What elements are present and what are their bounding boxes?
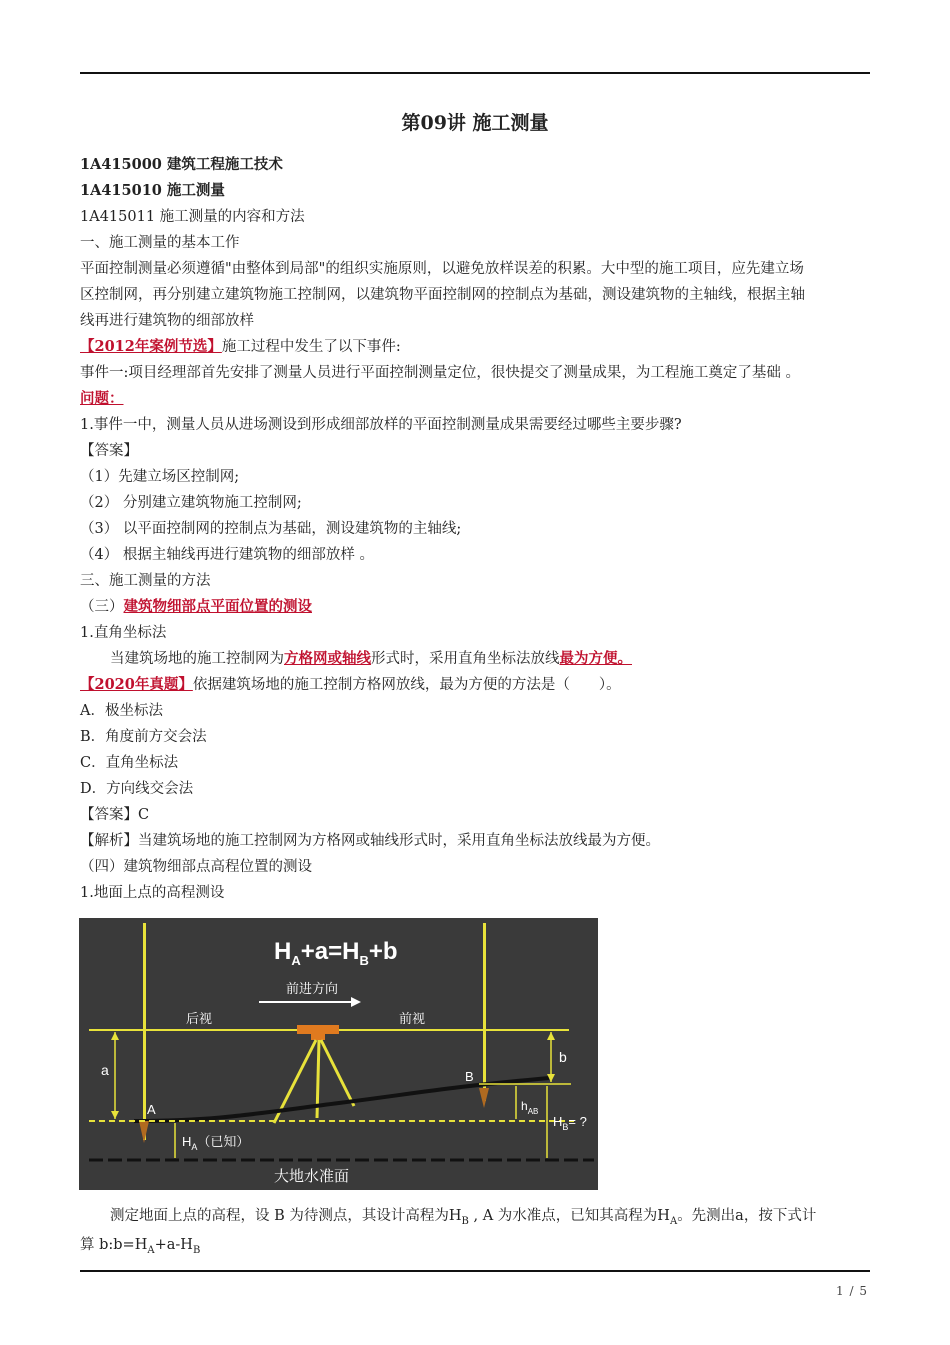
exam-tag: 【2020年真题】 — [80, 676, 193, 693]
method-title: 1.直角坐标法 — [80, 625, 167, 641]
highlight-segment: 最为方便。 — [559, 650, 632, 667]
question-line: 1.事件一中，测量人员从进场测设到形成细部放样的平面控制测量成果需要经过哪些主要步骤? — [80, 417, 682, 433]
subheading-ground-elevation: 1.地面上点的高程测设 — [80, 885, 225, 901]
point-b-label: B — [465, 1069, 474, 1084]
heading-plane-position — [80, 594, 312, 620]
label-hb: $H_B=$ ? — [553, 1114, 587, 1132]
text-segment: 当建筑场地的施工控制网为 — [110, 651, 284, 667]
point-a-label: A — [147, 1102, 156, 1117]
paragraph-line: 区控制网，再分别建立建筑物施工控制网，以建筑物平面控制网的控制点为基础，测设建筑物的主轴线，根据主轴 — [80, 287, 805, 303]
text-segment: 形式时，采用直角坐标法放线 — [371, 651, 560, 667]
label-ha: $H_A$（已知） — [182, 1134, 250, 1152]
label-a: a — [101, 1062, 109, 1078]
case-line — [80, 334, 401, 360]
datum-label: 大地水准面 — [274, 1168, 350, 1185]
elevation-formula-line: 算 $b:b=H_A+a-H_B$ — [80, 1237, 201, 1256]
formula: $H_A+a=H_B+b$ — [274, 938, 398, 968]
label-b: b — [559, 1049, 567, 1065]
topic-code: 1A415011 施工测量的内容和方法 — [80, 209, 305, 225]
option-b: B．角度前方交会法 — [80, 729, 207, 745]
level-instrument-icon — [297, 1025, 339, 1034]
answer-item: （3） 以平面控制网的控制点为基础，测设建筑物的主轴线; — [80, 521, 462, 537]
heading-elevation: （四）建筑物细部点高程位置的测设 — [80, 859, 312, 875]
staff-a — [143, 923, 146, 1140]
event-line: 事件一:项目经理部首先安排了测量人员进行平面控制测量定位，很快提交了测量成果，为工程施工奠定了基础 。 — [80, 365, 800, 381]
page-title: 第09讲 施工测量 — [401, 112, 549, 134]
backsight-label: 后视 — [186, 1011, 213, 1026]
leveling-diagram — [79, 918, 598, 1190]
option-c: C．直角坐标法 — [80, 755, 179, 771]
heading-basic-work: 一、施工测量的基本工作 — [80, 235, 240, 251]
option-d: D．方向线交会法 — [80, 781, 194, 797]
label-hab: $h_{AB}$ — [521, 1099, 539, 1116]
case-text: 施工过程中发生了以下事件: — [221, 339, 401, 355]
header-rule — [80, 72, 870, 74]
answer-tag: 【答案】 — [80, 443, 138, 459]
case-tag: 【2012年案例节选】 — [80, 338, 222, 355]
heading-highlight: 建筑物细部点平面位置的测设 — [123, 598, 312, 615]
heading-prefix: （三） — [80, 599, 124, 615]
direction-label: 前进方向 — [286, 981, 339, 996]
answer-item: （4） 根据主轴线再进行建筑物的细部放样 。 — [80, 547, 374, 563]
foresight-label: 前视 — [399, 1011, 426, 1026]
subsection-code: 1A415010 施工测量 — [80, 182, 225, 199]
section-code: 1A415000 建筑工程施工技术 — [80, 156, 283, 173]
answer-item: （1）先建立场区控制网; — [80, 469, 240, 485]
option-a: A．极坐标法 — [80, 703, 163, 719]
highlight-segment: 方格网或轴线 — [284, 650, 371, 667]
exam-question — [80, 672, 621, 698]
paragraph-line: 线再进行建筑物的细部放样 — [80, 313, 254, 329]
staff-b — [483, 923, 486, 1101]
exam-text: 依据建筑场地的施工控制方格网放线，最为方便的方法是（ ）。 — [192, 677, 621, 693]
footer-rule — [80, 1270, 870, 1272]
question-tag: 问题： — [80, 390, 124, 407]
method-description — [110, 646, 632, 672]
elevation-paragraph-line: 测定地面上点的高程，设 B 为待测点，其设计高程为$H_B$ , A 为水准点，已知其高程为$H_A$。先测出a，按下式计 — [110, 1208, 817, 1227]
exam-answer: 【答案】C — [80, 807, 150, 823]
paragraph-line: 平面控制测量必须遵循"由整体到局部"的组织实施原则，以避免放样误差的积累。大中型的施工项目，应先建立场 — [80, 261, 804, 277]
page-number: 1 / 5 — [836, 1284, 868, 1298]
heading-methods: 三、施工测量的方法 — [80, 573, 211, 589]
exam-analysis: 【解析】当建筑场地的施工控制网为方格网或轴线形式时，采用直角坐标法放线最为方便。 — [80, 833, 660, 849]
answer-item: （2） 分别建立建筑物施工控制网; — [80, 495, 302, 511]
